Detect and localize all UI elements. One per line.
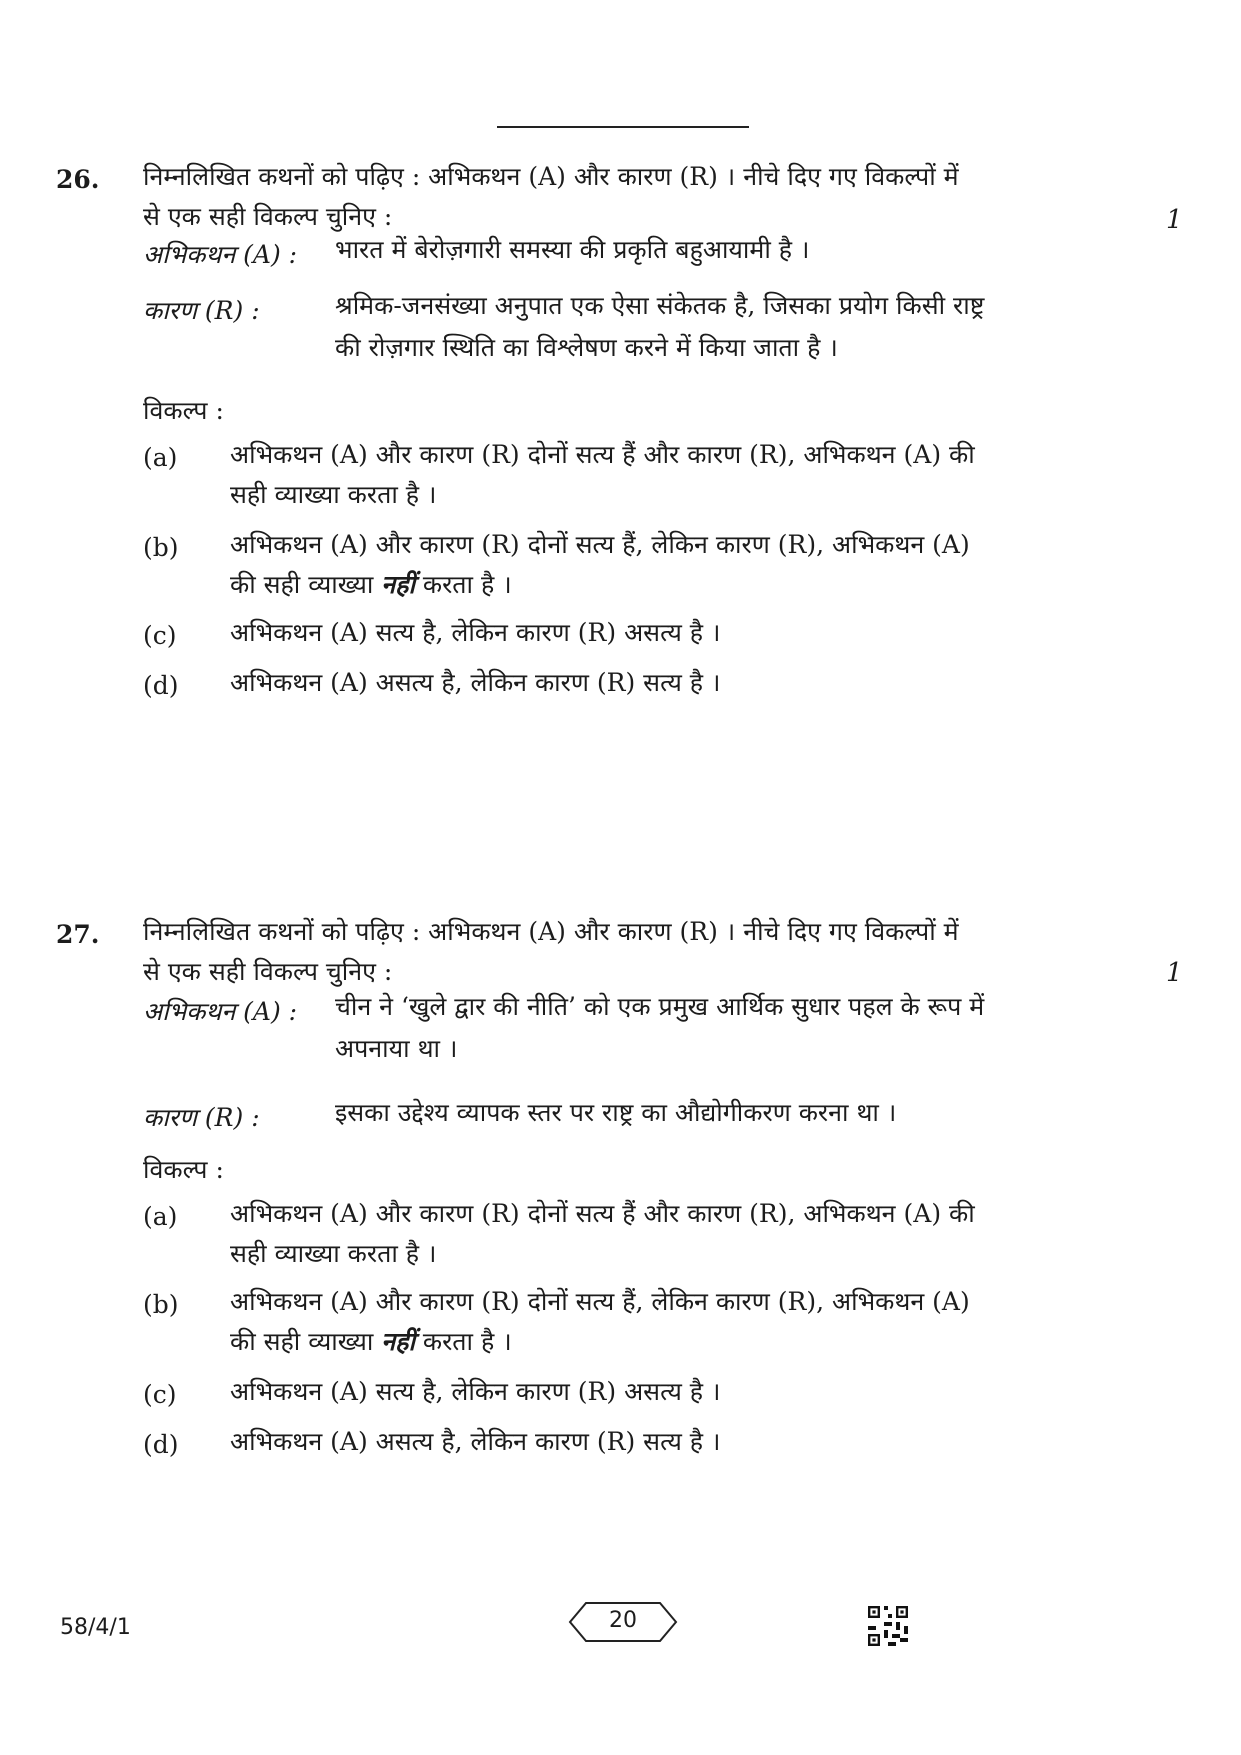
option-line: सही व्याख्या करता है ।: [230, 480, 437, 509]
option-line: अभिकथन (A) और कारण (R) दोनों सत्य हैं, लेकिन कारण (R), अभिकथन (A): [230, 530, 970, 559]
option-letter: (b): [143, 1290, 179, 1319]
option-letter: (a): [143, 1202, 178, 1231]
question-stem-line: निम्नलिखित कथनों को पढ़िए : अभिकथन (A) और कारण (R) । नीचे दिए गए विकल्पों में: [143, 162, 959, 191]
assertion-line: चीन ने ‘खुले द्वार की नीति’ को एक प्रमुख आर्थिक सुधार पहल के रूप में: [335, 992, 985, 1021]
reason-line: श्रमिक-जनसंख्या अनुपात एक ऐसा संकेतक है, जिसका प्रयोग किसी राष्ट्र: [335, 291, 985, 320]
assertion-label: अभिकथन (A) :: [143, 997, 298, 1026]
assertion-text: [335, 986, 1125, 1070]
top-divider-rule: [497, 126, 749, 128]
option-line-part: करता है ।: [414, 570, 512, 599]
reason-text: [335, 285, 1125, 369]
page-number: 20: [609, 1608, 637, 1633]
option-letter: (c): [143, 1380, 177, 1409]
page-number-badge: [568, 1600, 678, 1644]
option-text: अभिकथन (A) असत्य है, लेकिन कारण (R) सत्य है ।: [230, 1427, 721, 1456]
option-text: अभिकथन (A) असत्य है, लेकिन कारण (R) सत्य है ।: [230, 668, 721, 697]
option-letter: (d): [143, 1430, 179, 1459]
option-line-part: की सही व्याख्या: [230, 570, 382, 599]
reason-text: इसका उद्देश्य व्यापक स्तर पर राष्ट्र का औद्योगीकरण करना था ।: [335, 1098, 897, 1127]
question-number: 27.: [56, 920, 100, 949]
question-marks: 1: [1166, 958, 1183, 988]
question-stem: [143, 912, 1123, 992]
option-letter: (d): [143, 671, 179, 700]
assertion-text: भारत में बेरोज़गारी समस्या की प्रकृति बहुआयामी है ।: [335, 235, 810, 264]
question-marks: 1: [1166, 205, 1183, 235]
qr-code: [868, 1606, 908, 1646]
option-text: [230, 1282, 1125, 1362]
options-heading: विकल्प :: [143, 1155, 224, 1184]
assertion-label: अभिकथन (A) :: [143, 240, 298, 269]
option-line: अभिकथन (A) और कारण (R) दोनों सत्य हैं और कारण (R), अभिकथन (A) की: [230, 1199, 975, 1228]
option-text: [230, 525, 1125, 605]
question-number: 26.: [56, 165, 100, 194]
option-line-part: की सही व्याख्या: [230, 1327, 382, 1356]
option-letter: (b): [143, 533, 179, 562]
option-letter: (c): [143, 621, 177, 650]
reason-label: कारण (R) :: [143, 296, 260, 325]
option-line-part: करता है ।: [414, 1327, 512, 1356]
emphasis-word: नहीं: [381, 570, 415, 599]
assertion-line: अपनाया था ।: [335, 1034, 458, 1063]
option-text: [230, 435, 1125, 515]
question-stem-line: से एक सही विकल्प चुनिए :: [143, 202, 393, 231]
option-line: सही व्याख्या करता है ।: [230, 1239, 437, 1268]
option-text: अभिकथन (A) सत्य है, लेकिन कारण (R) असत्य है ।: [230, 618, 721, 647]
options-heading: विकल्प :: [143, 396, 224, 425]
option-text: अभिकथन (A) सत्य है, लेकिन कारण (R) असत्य है ।: [230, 1377, 721, 1406]
option-line: अभिकथन (A) और कारण (R) दोनों सत्य हैं, लेकिन कारण (R), अभिकथन (A): [230, 1287, 970, 1316]
option-line: [230, 565, 1125, 605]
paper-code: 58/4/1: [60, 1615, 131, 1640]
option-letter: (a): [143, 443, 178, 472]
question-stem-line: से एक सही विकल्प चुनिए :: [143, 957, 393, 986]
option-line: अभिकथन (A) और कारण (R) दोनों सत्य हैं और कारण (R), अभिकथन (A) की: [230, 440, 975, 469]
emphasis-word: नहीं: [381, 1327, 415, 1356]
option-line: [230, 1322, 1125, 1362]
option-text: [230, 1194, 1125, 1274]
question-stem: [143, 157, 1123, 237]
reason-label: कारण (R) :: [143, 1103, 260, 1132]
reason-line: की रोज़गार स्थिति का विश्लेषण करने में किया जाता है ।: [335, 333, 838, 362]
question-stem-line: निम्नलिखित कथनों को पढ़िए : अभिकथन (A) और कारण (R) । नीचे दिए गए विकल्पों में: [143, 917, 959, 946]
